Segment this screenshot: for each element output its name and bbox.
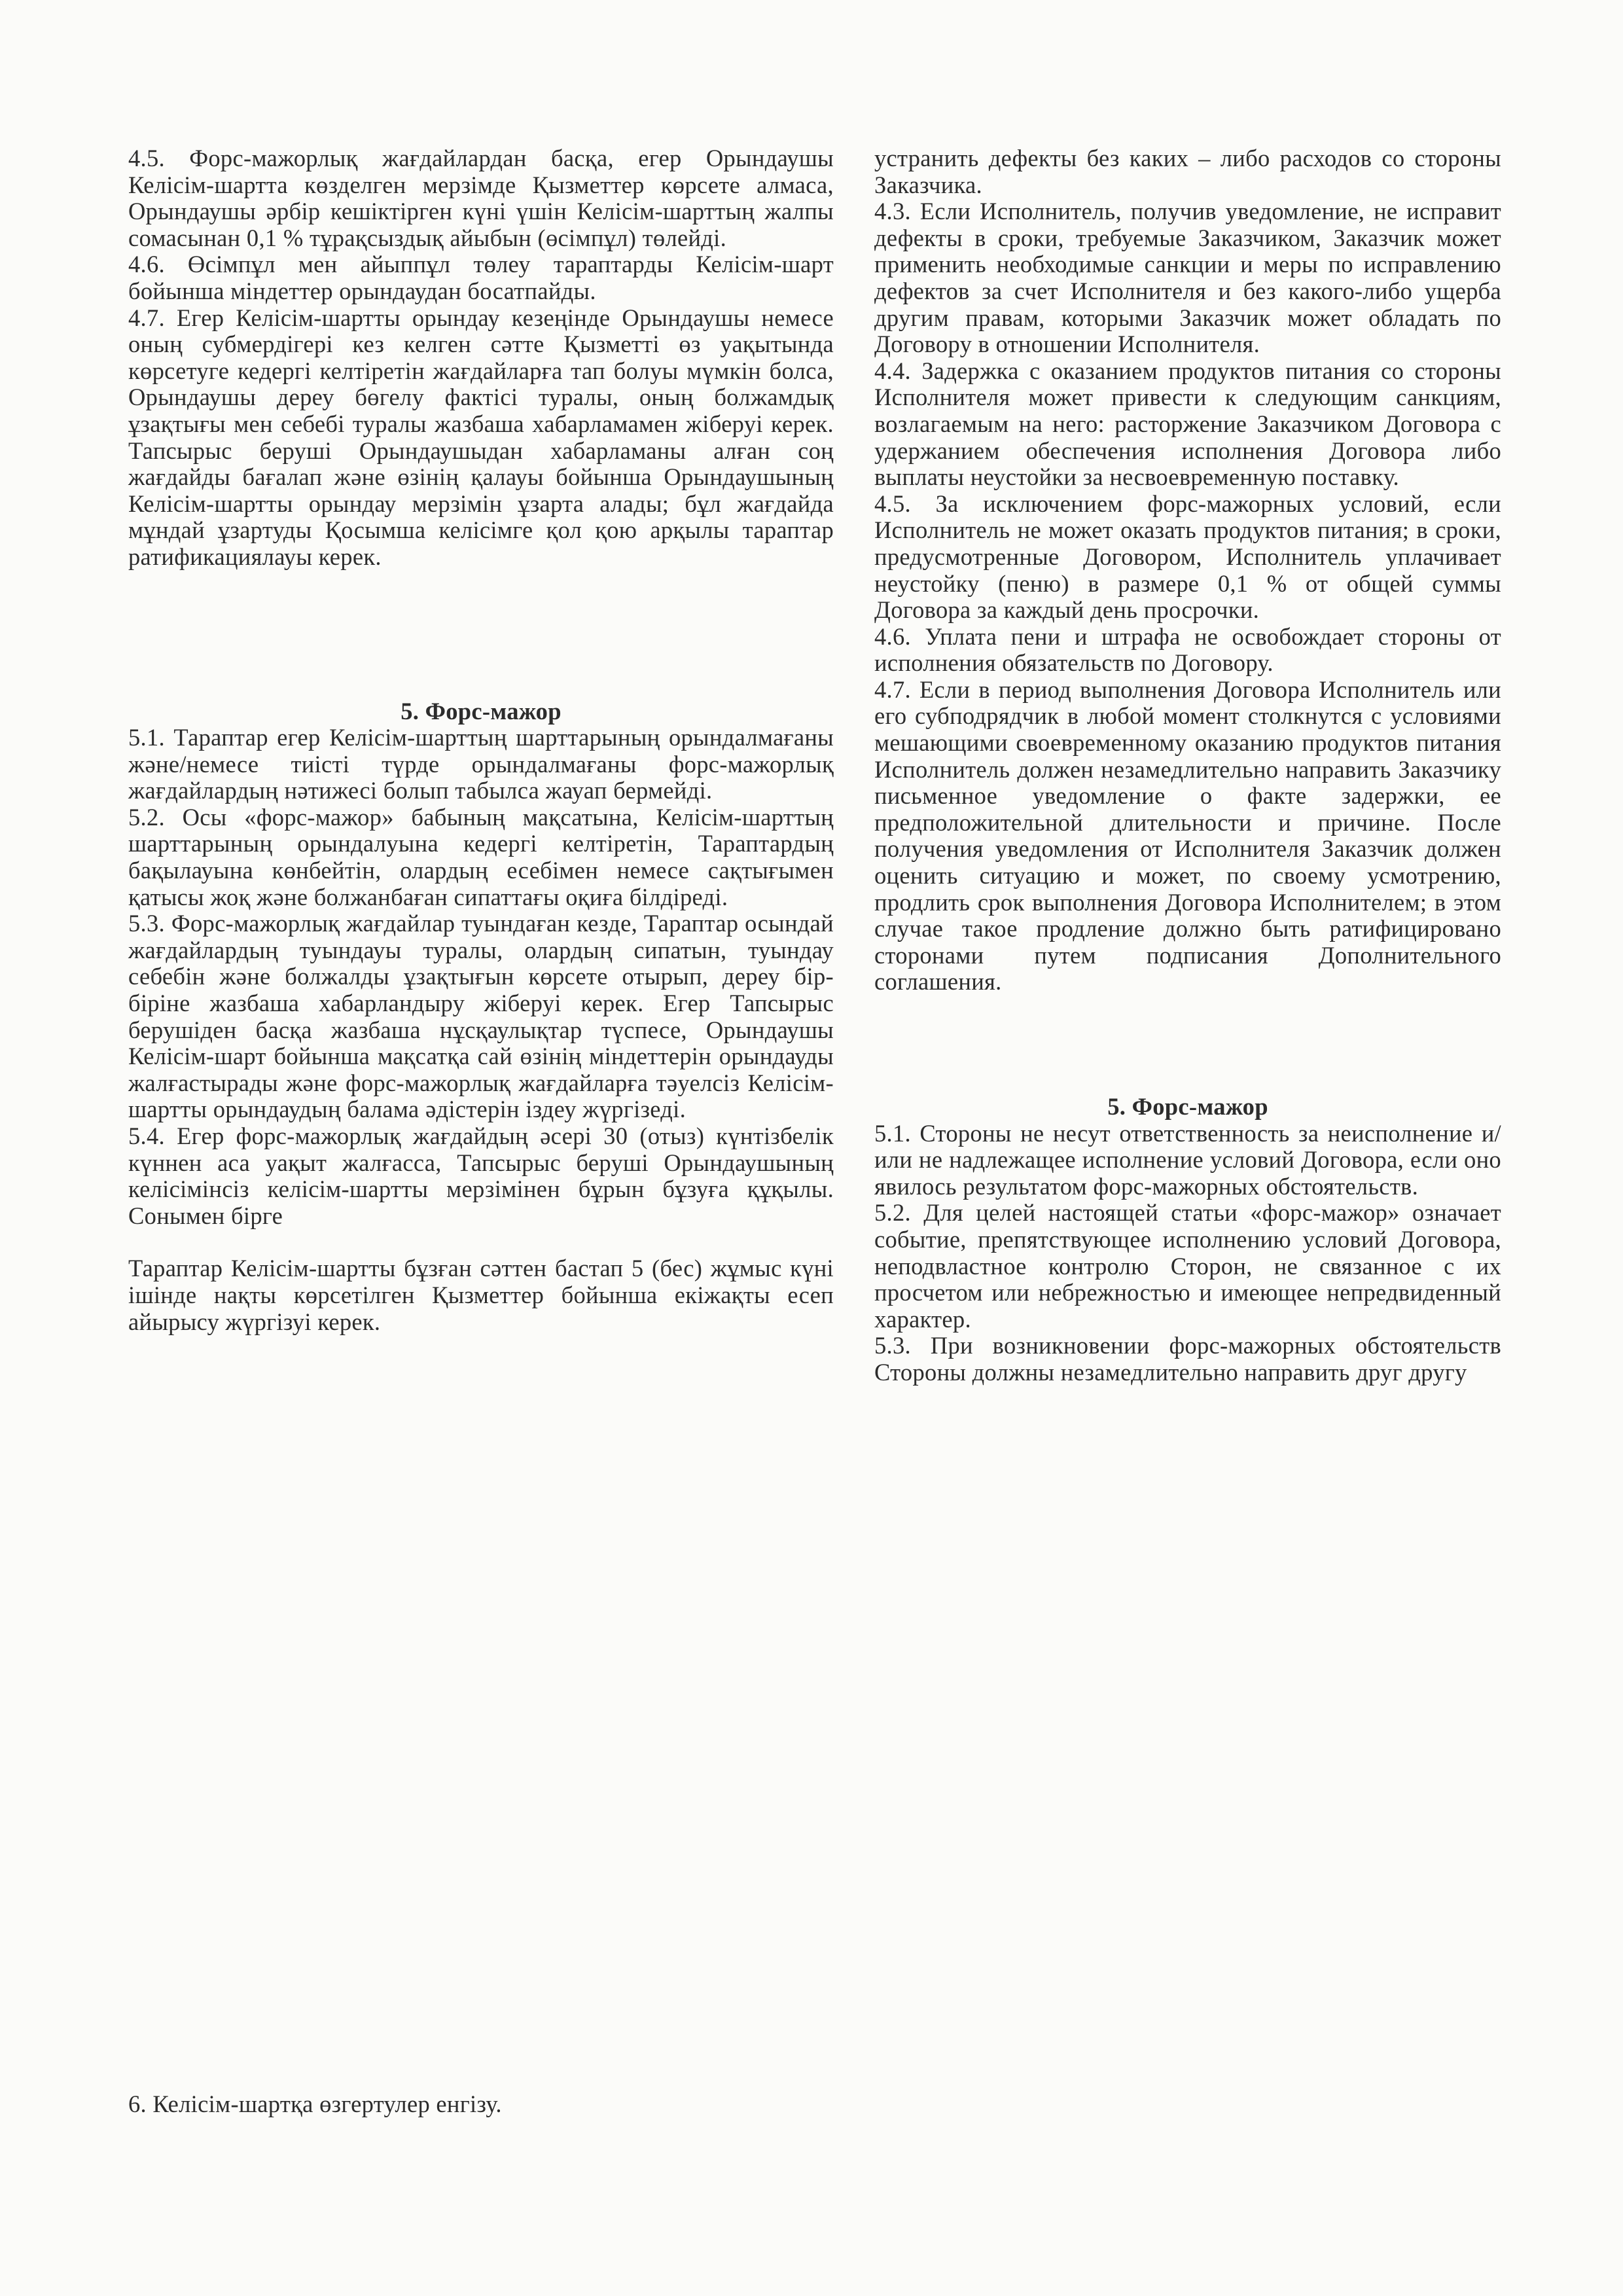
clause-4-7-kz: 4.7. Егер Келісім-шартты орындау кезеңінде Орындаушы немесе оның субмердігері кез келген сәтте Қызметті өз уақытында көрсетуге кедергі келтіретін жағдайларға тап болуы мүмкін болса, Орындаушы дереу бөгелу фактісі туралы, оның болжамдық ұзақтығы мен себебі туралы жазбаша хабарламамен жіберуі керек. Тапсырыс беруші Орындаушыдан хабарламаны алған соң жағдайды бағалап және өзінің қалауы бойынша Орындаушының Келісім-шартты орындау мерзімін ұзарта алады; бұл жағдайда мұндай ұзартуды Қосымша келісімге қол қою арқылы тараптар ратификациялауы керек. xyxy=(128,304,834,570)
clause-4-6-ru: 4.6. Уплата пени и штрафа не освобождает стороны от исполнения обязательств по Договору. xyxy=(874,622,1501,677)
clause-4-6-kz: 4.6. Өсімпұл мен айыппұл төлеу тараптарды Келісім-шарт бойынша міндеттер орындаудан босатпайды. xyxy=(128,251,834,304)
clause-5-1-ru: 5.1. Стороны не несут ответственность за неисполнение и/или не надлежащее исполнение условий Договора, если оно явилось результатом форс-мажорных обстоятельств. xyxy=(874,1119,1501,1200)
clause-5-4-kz: 5.4. Егер форс-мажорлық жағдайдың әсері 30 (отыз) күнтізбелік күннен аса уақыт жалғасса, Тапсырыс беруші Орындаушының келісімінсіз келісім-шартты мерзімінен бұрын бұзуға құқылы. Сонымен бірге xyxy=(128,1122,834,1229)
clause-5-4-cont-kz: Тараптар Келісім-шартты бұзған сәттен бастап 5 (бес) жұмыс күні ішінде нақты көрсетілген Қызметтер бойынша екіжақты есеп айырысу жүргізуі керек. xyxy=(128,1255,834,1335)
clause-5-3-kz: 5.3. Форс-мажорлық жағдайлар туындаған кезде, Тараптар осындай жағдайлардың туындауы туралы, олардың сипатын, туындау себебін және болжалды ұзақтығын көрсете отырып, дереу бір-біріне жазбаша хабарландыру жіберуі керек. Егер Тапсырыс берушіден басқа жазбаша нұсқаулықтар түспесе, Орындаушы Келісім-шарт бойынша мақсатқа сай өзінің міндеттерін орындауды жалғастырады және форс-мажорлық жағдайларға тәуелсіз Келісім-шартты орындаудың балама әдістерін іздеу жүргізеді. xyxy=(128,910,834,1123)
clause-4-5-kz: 4.5. Форс-мажорлық жағдайлардан басқа, егер Орындаушы Келісім-шартта көзделген мерзімде Қызметтер көрсете алмаса, Орындаушы әрбір кешіктірген күні үшін Келісім-шарттың жалпы сомасынан 0,1 % тұрақсыздық айыбын (өсімпұл) төлейді. xyxy=(128,145,834,251)
clause-4-5-ru: 4.5. За исключением форс-мажорных условий, если Исполнитель не может оказать продуктов питания; в сроки, предусмотренные Договором, Исполнитель уплачивает неустойку (пеню) в размере 0,1 % от общей суммы Договора за каждый день просрочки. xyxy=(874,490,1501,624)
kazakh-column xyxy=(128,145,834,2117)
section-5-heading-ru: 5. Форс-мажор xyxy=(1107,1093,1268,1120)
clause-4-2-end-ru: устранить дефекты без каких – либо расходов со стороны Заказчика. xyxy=(874,145,1501,198)
clause-5-2-ru: 5.2. Для целей настоящей статьи «форс-мажор» означает событие, препятствующее исполнению условий Договора, неподвластное контролю Сторон, не связанное с их просчетом или небрежностью и имеющее непредвиденный характер. xyxy=(874,1199,1501,1333)
section-6-heading-kz: 6. Келісім-шартқа өзгертулер енгізу. xyxy=(128,2090,502,2117)
clause-4-7-ru: 4.7. Если в период выполнения Договора Исполнитель или его субподрядчик в любой момент столкнутся с условиями мешающими своевременному оказанию продуктов питания Исполнитель должен незамедлительно направить Заказчику письменное уведомление о факте задержки, ее предположительной длительности и причине. После получения уведомления от Исполнителя Заказчик должен оценить ситуацию и может, по своему усмотрению, продлить срок выполнения Договора Исполнителем; в этом случае такое продление должно быть ратифицировано сторонами путем подписания Дополнительного соглашения. xyxy=(874,675,1501,996)
russian-column xyxy=(874,145,1501,1386)
clause-4-4-ru: 4.4. Задержка с оказанием продуктов питания со стороны Исполнителя может привести к следующим санкциям, возлагаемым на него: расторжение Заказчиком Договора с удержанием обеспечения исполнения Договора либо выплаты неустойки за несвоевременную поставку. xyxy=(874,357,1501,491)
clause-5-3-ru: 5.3. При возникновении форс-мажорных обстоятельств Стороны должны незамедлительно направить друг другу xyxy=(874,1332,1501,1386)
clause-5-2-kz: 5.2. Осы «форс-мажор» бабының мақсатына, Келісім-шарттың шарттарының орындалуына кедергі келтіретін, Тараптардың бақылауына көнбейтін, олардың есебімен немесе сақтығымен қатысы жоқ және болжанбаған сипаттағы оқиға білдіреді. xyxy=(128,803,834,910)
clause-4-3-ru: 4.3. Если Исполнитель, получив уведомление, не исправит дефекты в сроки, требуемые Заказчиком, Заказчик может применить необходимые санкции и меры по исправлению дефектов за счет Исполнителя и без какого-либо ущерба другим правам, которыми Заказчик может обладать по Договору в отношении Исполнителя. xyxy=(874,198,1501,358)
clause-5-1-kz: 5.1. Тараптар егер Келісім-шарттың шарттарының орындалмағаны және/немесе тиісті түрде орындалмағаны форс-мажорлық жағдайлардың нәтижесі болып табылса жауап бермейді. xyxy=(128,724,834,804)
section-5-heading-kz: 5. Форс-мажор xyxy=(401,697,562,725)
